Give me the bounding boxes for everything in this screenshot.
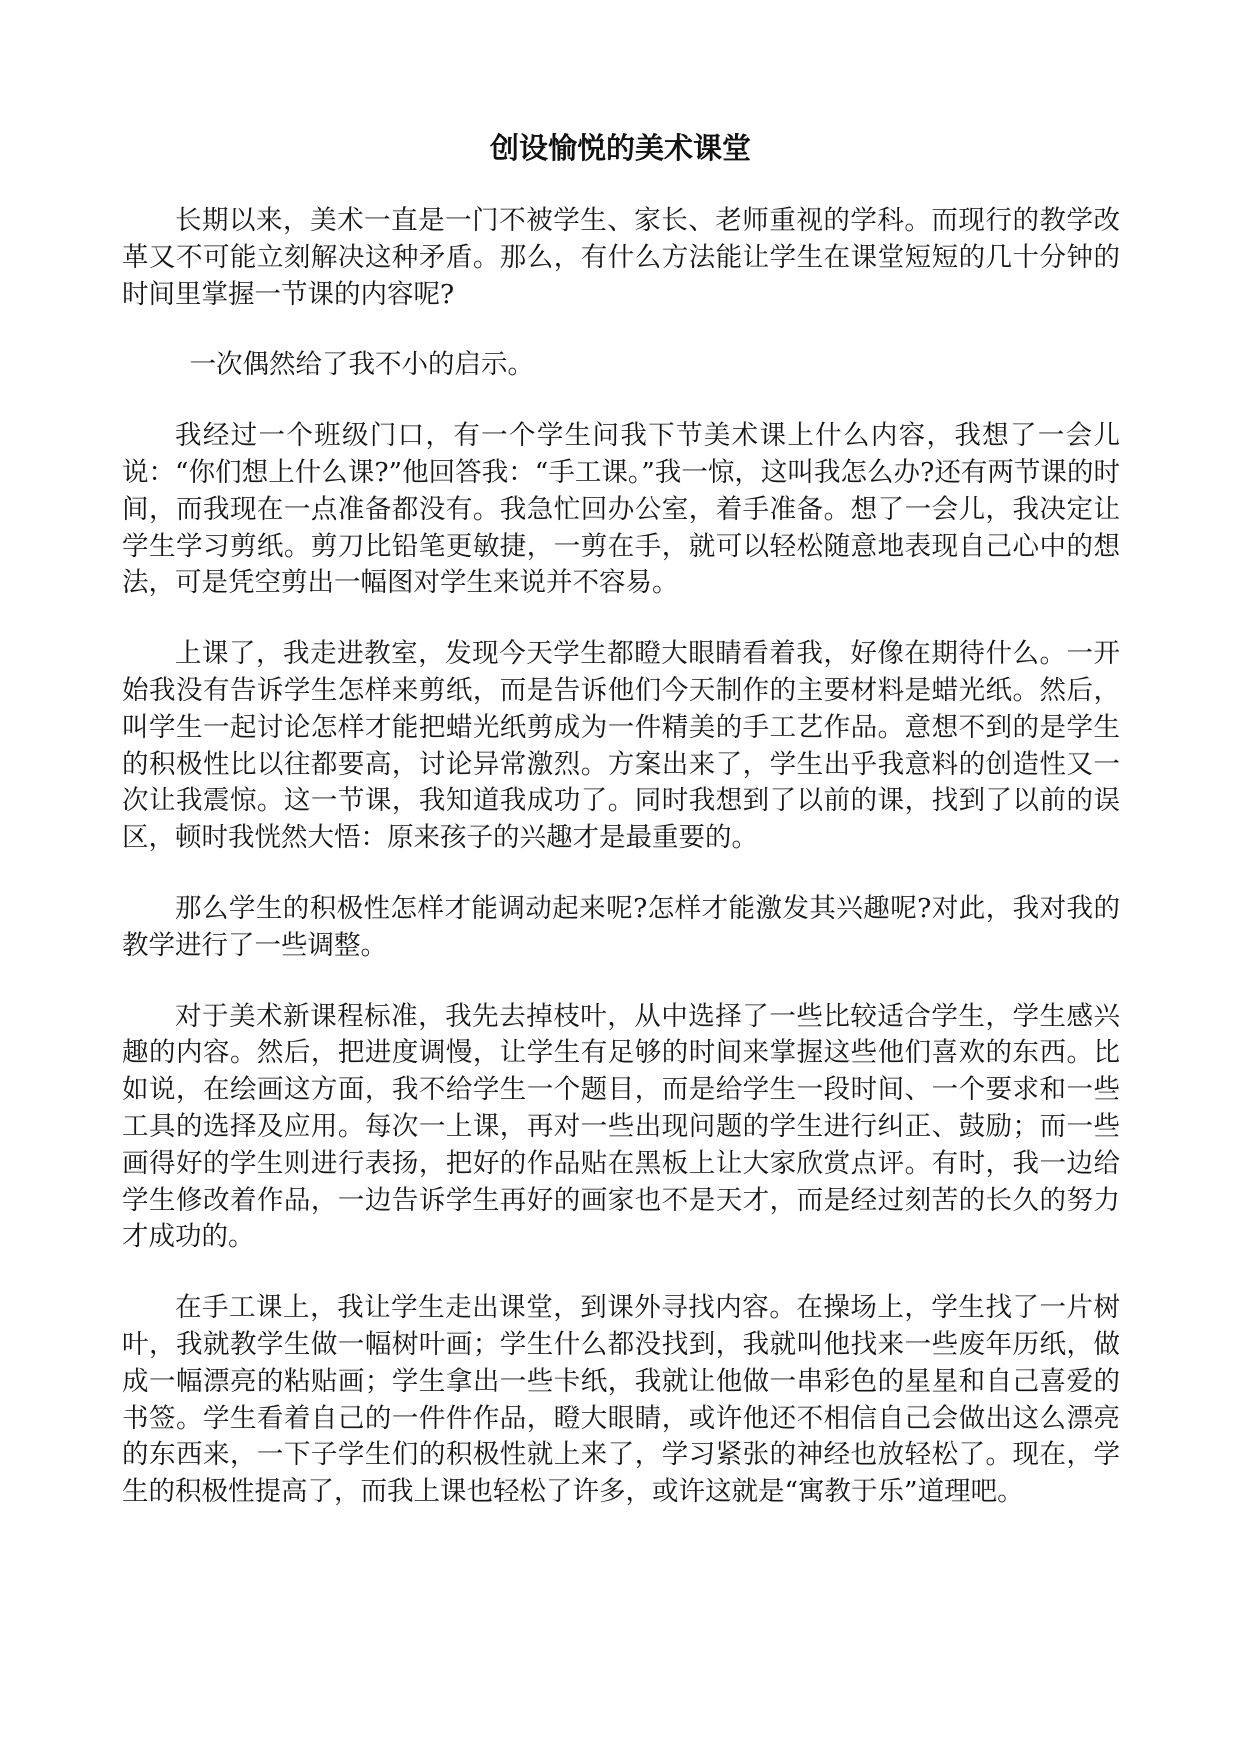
paragraph-handcraft: 在手工课上，我让学生走出课堂，到课外寻找内容。在操场上，学生找了一片树叶，我就教学生做一幅树叶画；学生什么都没找到，我就叫他找来一些废年历纸，做成一幅漂亮的粘贴画；学生拿出一些卡纸，我就让他做一串彩色的星星和自己喜爱的书签。学生看着自己的一件件作品，瞪大眼睛，或许他还不相信自己会做出这么漂亮的东西来，一下子学生们的积极性就上来了，学习紧张的神经也放轻松了。现在，学生的积极性提高了，而我上课也轻松了许多，或许这就是“寓教于乐”道理吧。 <box>122 1292 1120 1508</box>
document-title: 创设愉悦的美术课堂 <box>489 131 751 165</box>
document-body <box>122 203 1120 1545</box>
paragraph-question: 那么学生的积极性怎样才能调动起来呢?怎样才能激发其兴趣呢?对此，我对我的教学进行了一些调整。 <box>122 892 1120 961</box>
paragraph-lesson: 上课了，我走进教室，发现今天学生都瞪大眼睛看着我，好像在期待什么。一开始我没有告诉学生怎样来剪纸，而是告诉他们今天制作的主要材料是蜡光纸。然后，叫学生一起讨论怎样才能把蜡光纸剪成为一件精美的手工艺作品。意想不到的是学生的积极性比以往都要高，讨论异常激烈。方案出来了，学生出乎我意料的创造性又一次让我震惊。这一节课，我知道我成功了。同时我想到了以前的课，找到了以前的误区，顿时我恍然大悟：原来孩子的兴趣才是最重要的。 <box>122 638 1120 854</box>
paragraph-curriculum: 对于美术新课程标准，我先去掉枝叶，从中选择了一些比较适合学生，学生感兴趣的内容。然后，把进度调慢，让学生有足够的时间来掌握这些他们喜欢的东西。比如说，在绘画这方面，我不给学生一个题目，而是给学生一段时间、一个要求和一些工具的选择及应用。每次一上课，再对一些出现问题的学生进行纠正、鼓励；而一些画得好的学生则进行表扬，把好的作品贴在黑板上让大家欣赏点评。有时，我一边给学生修改着作品，一边告诉学生再好的画家也不是天才，而是经过刻苦的长久的努力才成功的。 <box>122 1000 1120 1253</box>
paragraph-encounter: 我经过一个班级门口，有一个学生问我下节美术课上什么内容，我想了一会儿说：“你们想上什么课?”他回答我：“手工课。”我一惊，这叫我怎么办?还有两节课的时间，而我现在一点准备都没有。我急忙回办公室，着手准备。想了一会儿，我决定让学生学习剪纸。剪刀比铅笔更敏捷，一剪在手，就可以轻松随意地表现自己心中的想法，可是凭空剪出一幅图对学生来说并不容易。 <box>122 420 1120 599</box>
paragraph-intro: 长期以来，美术一直是一门不被学生、家长、老师重视的学科。而现行的教学改革又不可能立刻解决这种矛盾。那么，有什么方法能让学生在课堂短短的几十分钟的时间里掌握一节课的内容呢? <box>122 205 1120 310</box>
paragraph-inspiration: 一次偶然给了我不小的启示。 <box>189 349 535 381</box>
